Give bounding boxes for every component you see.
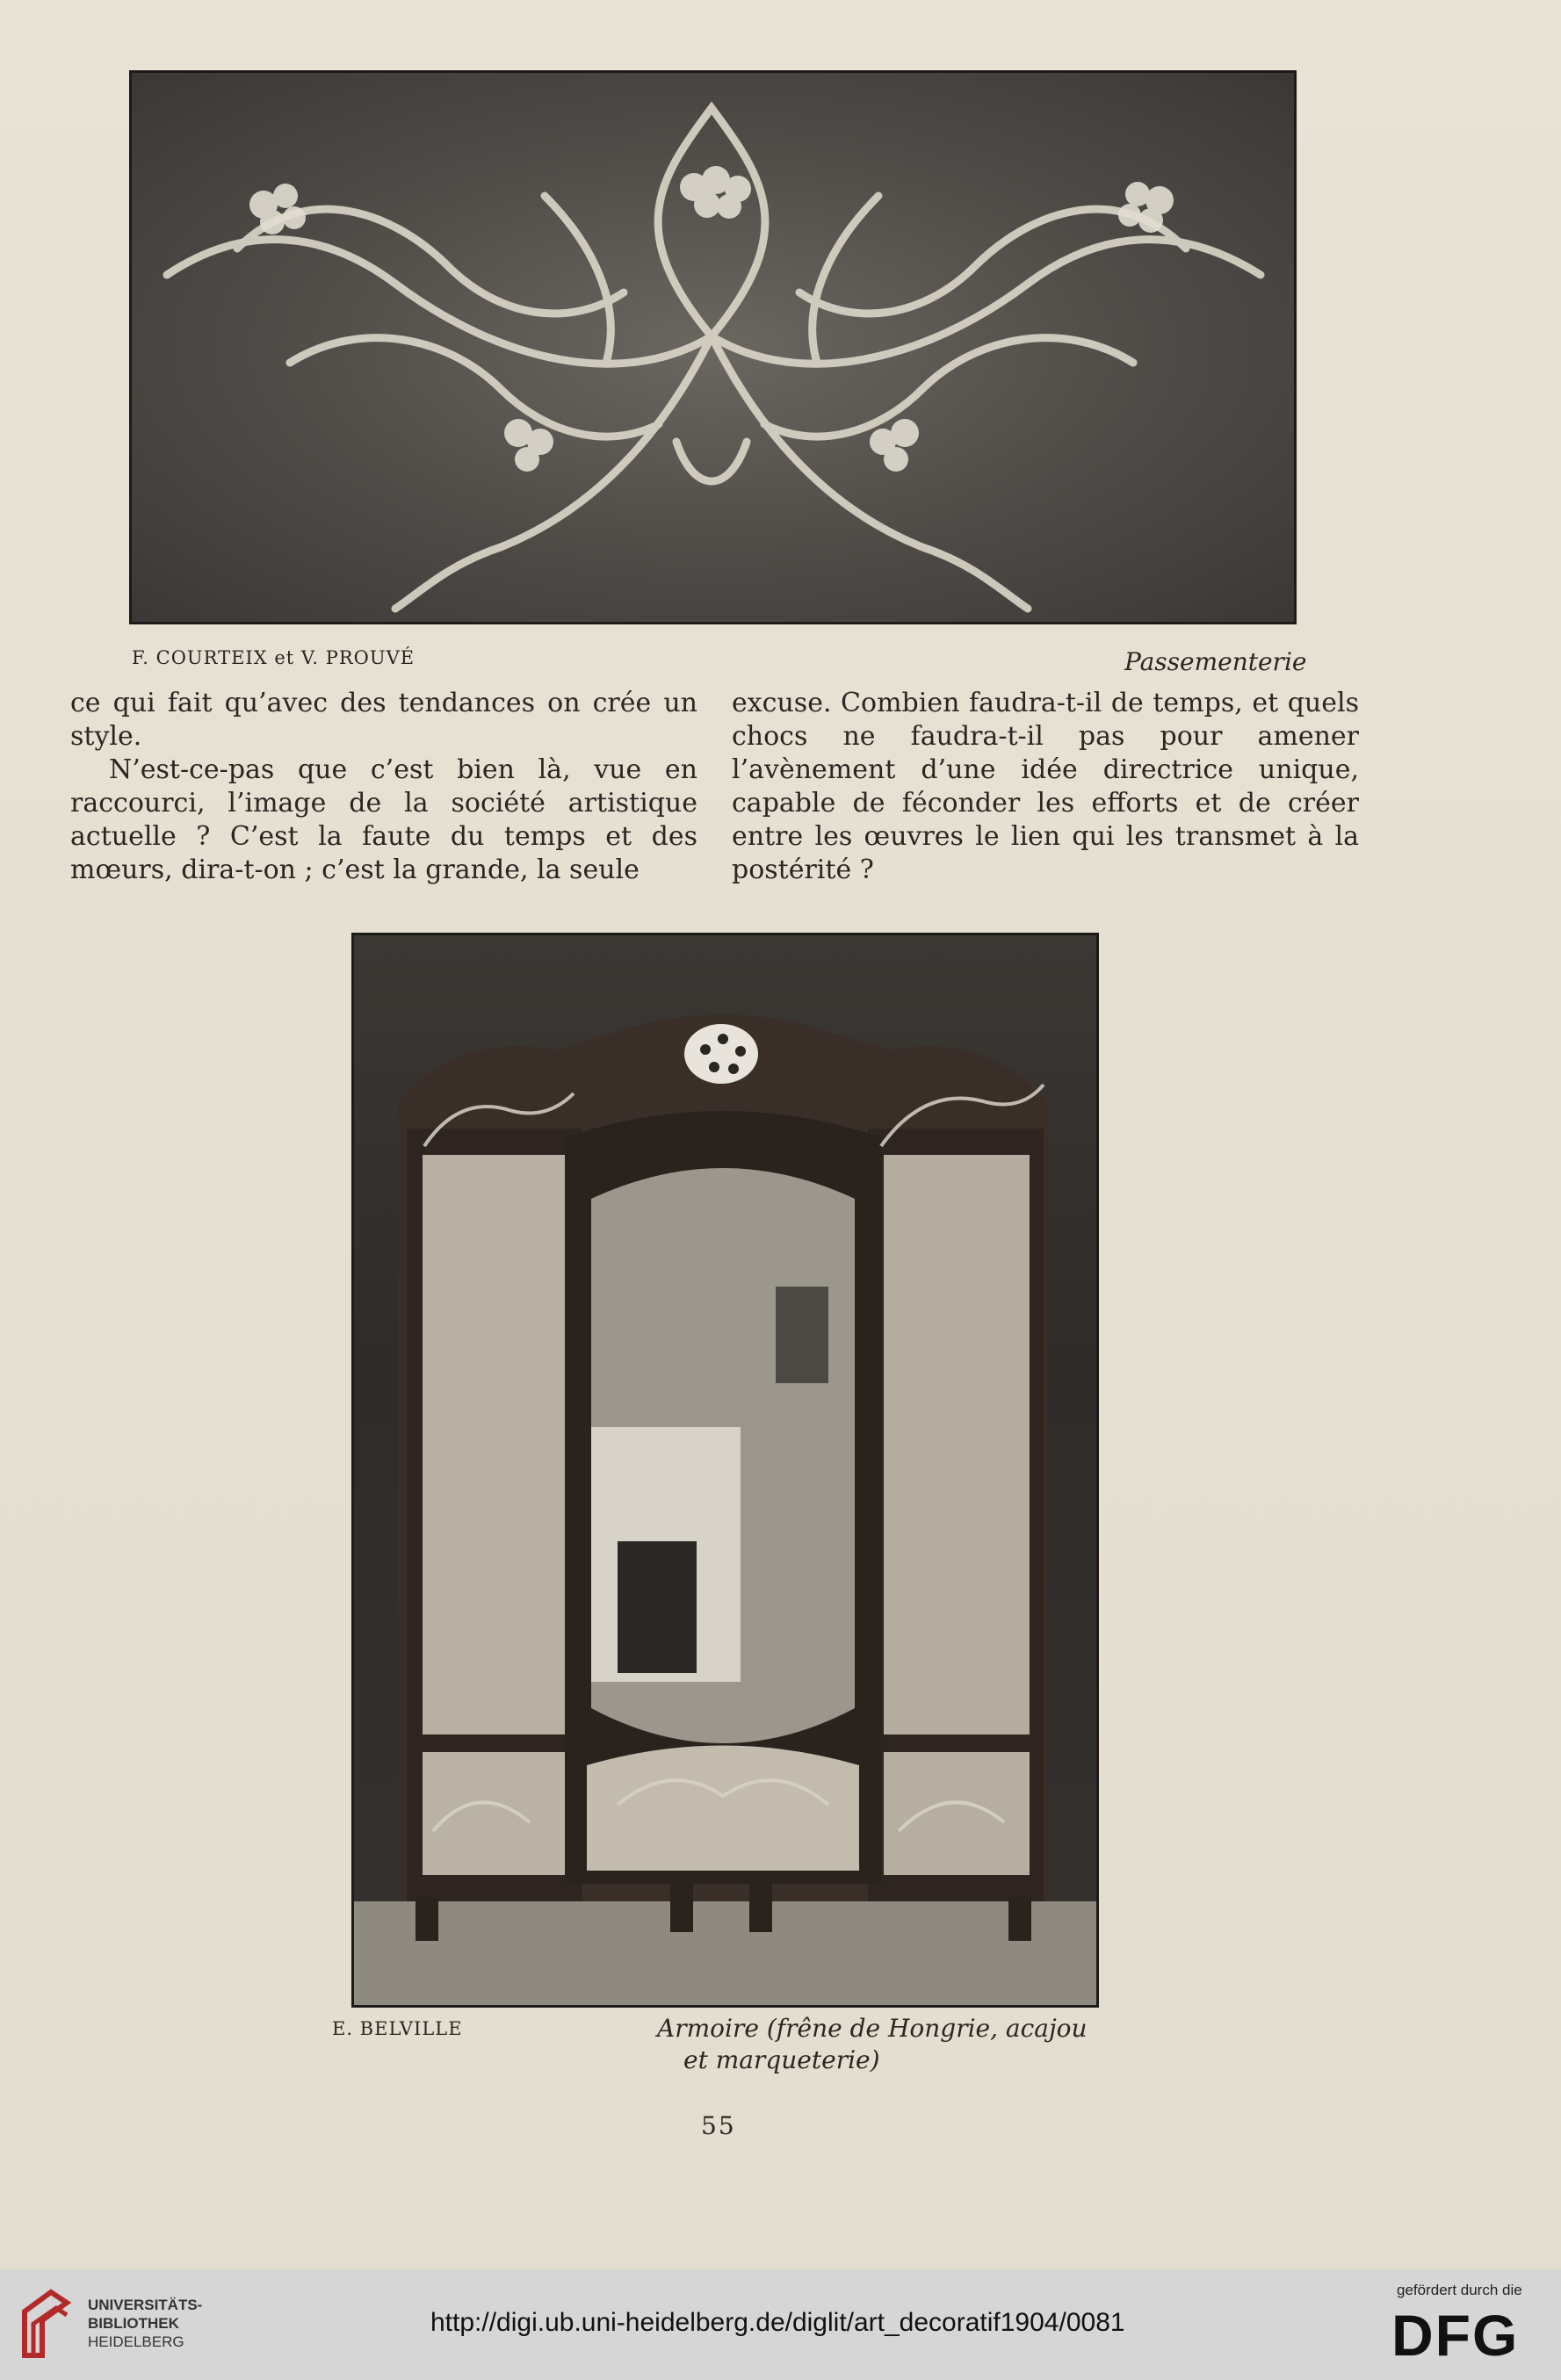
- bottom-plate-title: [657, 2013, 1114, 2076]
- bottom-plate-title-line-2: et marqueterie): [683, 2045, 880, 2074]
- library-name-line-1: UNIVERSITÄTS-: [88, 2297, 203, 2313]
- bottom-plate-credit: E. BELVILLE: [332, 2018, 463, 2039]
- library-name-line-3: HEIDELBERG: [88, 2333, 184, 2350]
- armoire-illustration: [354, 935, 1096, 2005]
- right-paragraph-1: excuse. Combien faudra-t-il de temps, et quels chocs ne faudra-t-il pas pour amener l’avènement d’une idée directrice unique, capable de féconder les efforts et de créer entre les œuvres le lien qui les transmet à la postérité ?: [732, 688, 1359, 885]
- page-number: 55: [701, 2111, 736, 2140]
- permalink-url[interactable]: http://digi.ub.uni-heidelberg.de/diglit/art_decoratif1904/0081: [430, 2308, 1125, 2337]
- footer-bar: [0, 2269, 1561, 2380]
- passementerie-photo: [129, 70, 1297, 624]
- top-plate-credit: F. COURTEIX et V. PROUVÉ: [132, 647, 416, 668]
- bottom-plate-title-line-1: Armoire (frêne de Hongrie, acajou: [657, 2014, 1088, 2043]
- top-plate-title: Passementerie: [1124, 647, 1307, 676]
- university-library-logo-icon[interactable]: [16, 2285, 74, 2366]
- lace-ornament-illustration: [132, 73, 1294, 622]
- left-text-column: [70, 687, 697, 887]
- university-library-name: [88, 2296, 202, 2351]
- right-text-column: [732, 687, 1359, 887]
- dfg-logo[interactable]: DFG: [1391, 2303, 1520, 2368]
- library-name-line-2: BIBLIOTHEK: [88, 2315, 179, 2332]
- armoire-photo: [351, 933, 1099, 2008]
- left-paragraph-1: ce qui fait qu’avec des tendances on crée un style.: [70, 688, 697, 752]
- funding-label: gefördert durch die: [1397, 2282, 1522, 2298]
- left-paragraph-2: N’est-ce-pas que c’est bien là, vue en raccourci, l’image de la société artistique actuelle ? C’est la faute du temps et des mœurs, dira-t-on ; c’est la grande, la seule: [70, 754, 697, 885]
